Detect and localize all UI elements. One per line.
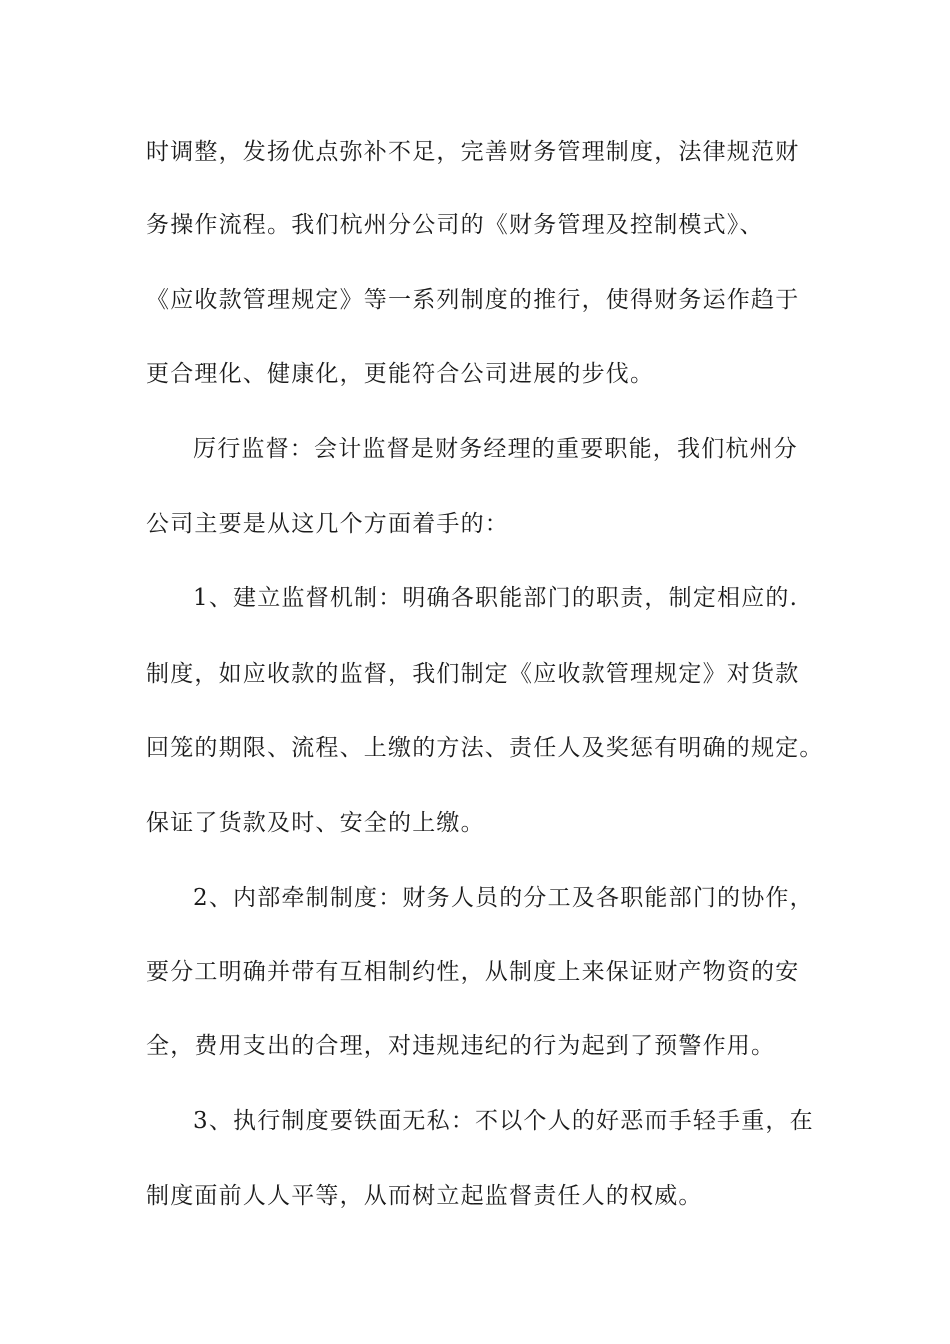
text-line-10: 保证了货款及时、安全的上缴。 [146,810,485,836]
list-item-2-line: 2、内部牵制制度：财务人员的分工及各职能部门的协作， [193,885,814,911]
text-line-12: 要分工明确并带有互相制约性，从制度上来保证财产物资的安 [146,959,800,985]
paragraph-start-line: 厉行监督：会计监督是财务经理的重要职能，我们杭州分 [193,436,798,462]
list-item-1-line: 1、建立监督机制：明确各职能部门的职责，制定相应的. [193,585,799,611]
text-line-15: 制度面前人人平等，从而树立起监督责任人的权威。 [146,1183,703,1209]
text-line-8: 制度，如应收款的监督，我们制定《应收款管理规定》对货款 [146,661,800,687]
text-line-1: 时调整，发扬优点弥补不足，完善财务管理制度，法律规范财 [146,139,800,165]
text-line-2: 务操作流程。我们杭州分公司的《财务管理及控制模式》、 [146,212,764,238]
text-line-6: 公司主要是从这几个方面着手的： [146,511,509,537]
text-line-4: 更合理化、健康化，更能符合公司进展的步伐。 [146,361,655,387]
text-line-9: 回笼的期限、流程、上缴的方法、责任人及奖惩有明确的规定。 [146,735,824,761]
text-line-3: 《应收款管理规定》等一系列制度的推行，使得财务运作趋于 [146,287,800,313]
list-item-3-line: 3、执行制度要铁面无私：不以个人的好恶而手轻手重，在 [193,1108,814,1134]
text-line-13: 全，费用支出的合理，对违规违纪的行为起到了预警作用。 [146,1033,776,1059]
